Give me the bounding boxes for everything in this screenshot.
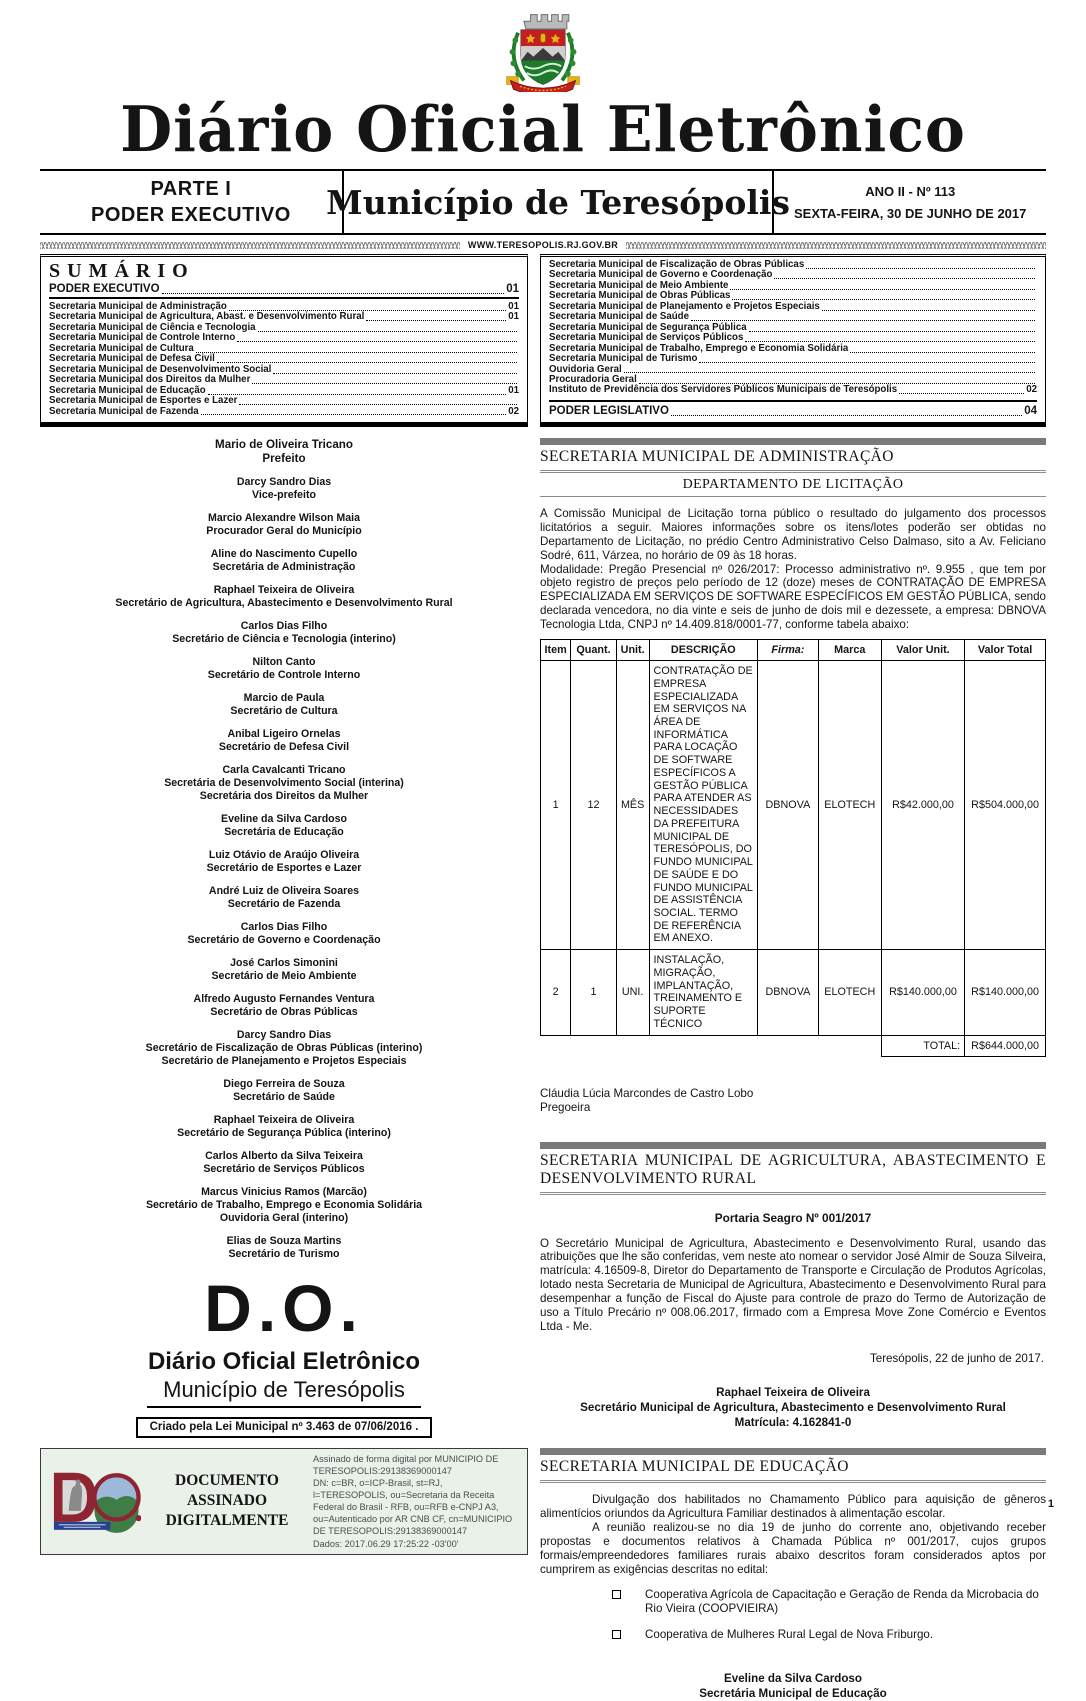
toc-item: Secretaria Municipal de Governo e Coordenação <box>549 270 1037 280</box>
col-descricao: DESCRIÇÃO <box>649 640 758 661</box>
signoff-role: Pregoeira <box>540 1101 591 1115</box>
signature-detail-line: Assinado de forma digital por MUNICIPIO DE TERESOPOLIS:29138369000147 <box>313 1453 499 1476</box>
official-role: Secretário de Governo e Coordenação <box>187 933 381 946</box>
toc-item: Secretaria Municipal de Educação 01 <box>49 384 519 396</box>
toc-list-left <box>49 302 519 418</box>
official-role: Prefeito <box>262 451 306 465</box>
do-title: Diário Oficial Eletrônico <box>147 1347 421 1375</box>
official-role: Secretária de Educação <box>224 825 344 838</box>
main-content <box>40 438 1046 1701</box>
official-name: Mario de Oliveira Tricano <box>215 437 353 451</box>
cell-descricao: CONTRATAÇÃO DE EMPRESA ESPECIALIZADA EM SERVIÇOS NA ÁREA DE INFORMÁTICA PARA LOCAÇÃO DE SOFTWARE ESPECÍFICOS A GESTÃO PÚBLICA PARA ATENDER AS NECESSIDADES DA PREFEITURA MUNICIPAL DE TERESÓPOLIS, DO FUNDO MUNICIPAL DE SAÚDE E DO FUNDO MUNICIPAL DE ASSISTÊNCIA SOCIAL. TERMO DE REFERÊNCIA EM ANEXO. <box>649 661 758 950</box>
toc-item: Secretaria Municipal de Desenvolvimento Social <box>49 365 519 375</box>
official-name: Marcio de Paula <box>243 691 325 704</box>
official-role: Secretário de Saúde <box>233 1090 335 1103</box>
official-role: Secretária de Desenvolvimento Social (interina) <box>164 776 404 789</box>
official-name: Carlos Dias Filho <box>240 619 328 632</box>
official-entry <box>40 656 528 682</box>
official-entry <box>40 1078 528 1104</box>
official-entry <box>40 764 528 803</box>
date-label: SEXTA-FEIRA, 30 DE JUNHO DE 2017 <box>793 205 1027 221</box>
official-role: Secretário de Ciência e Tecnologia (interino) <box>172 632 396 645</box>
official-entry <box>40 993 528 1019</box>
do-abbreviation: D.O. <box>204 1270 364 1345</box>
admin-signoff <box>540 1087 1046 1116</box>
section-bar <box>540 438 1046 445</box>
cell-quant: 12 <box>571 661 616 950</box>
website-url: WWW.TERESOPOLIS.RJ.GOV.BR <box>467 240 619 250</box>
official-entry <box>40 1114 528 1140</box>
official-entry <box>40 438 528 466</box>
coat-of-arms-icon <box>495 6 591 92</box>
url-band <box>40 240 1046 250</box>
official-name: André Luiz de Oliveira Soares <box>208 884 360 897</box>
edition-label: ANO II - Nº 113 <box>865 183 956 199</box>
cell-item: 1 <box>541 661 571 950</box>
toc-item: Secretaria Municipal de Planejamento e Projetos Especiais <box>549 302 1037 312</box>
official-role: Secretário de Agricultura, Abastecimento e Desenvolvimento Rural <box>115 596 453 609</box>
toc-item: Ouvidoria Geral <box>549 365 1037 375</box>
summary-row <box>40 254 1046 427</box>
summary-box-left <box>40 254 528 427</box>
official-entry <box>40 1235 528 1261</box>
summary-title: SUMÁRIO <box>49 260 195 282</box>
official-name: Carlos Dias Filho <box>240 920 328 933</box>
do-footer-block <box>40 1270 528 1555</box>
checkbox-icon <box>612 1590 621 1599</box>
official-role: Procurador Geral do Município <box>206 524 362 537</box>
official-entry <box>40 728 528 754</box>
chain-decoration <box>40 242 460 249</box>
toc-item: Secretaria Municipal de Fazenda 02 <box>49 405 519 417</box>
toc-item: Secretaria Municipal de Cultura <box>49 344 519 354</box>
official-name: Aline do Nascimento Cupello <box>210 547 358 560</box>
col-valor-total: Valor Total <box>965 640 1046 661</box>
official-name: Carla Cavalcanti Tricano <box>222 763 346 776</box>
official-role: Secretário de Segurança Pública (interino) <box>177 1126 391 1139</box>
official-name: Anibal Ligeiro Ornelas <box>227 727 341 740</box>
table-total-row <box>541 1035 1046 1056</box>
education-paragraph-1: Divulgação dos habilitados no Chamamento Público para aquisição de gêneros alimentícios oriundos da Agricultura Familiar destinados à alimentação escolar. <box>540 1493 1046 1521</box>
official-role-2: Secretário de Planejamento e Projetos Especiais <box>161 1054 407 1067</box>
toc-item: Secretaria Municipal de Serviços Públicos <box>549 333 1037 343</box>
edition-block <box>774 171 1046 233</box>
publication-title: Diário Oficial Eletrônico <box>120 93 966 167</box>
official-name: Raphael Teixeira de Oliveira <box>213 1113 355 1126</box>
table-row <box>541 950 1046 1035</box>
col-marca: Marca <box>818 640 881 661</box>
signature-name: Raphael Teixeira de Oliveira <box>716 1385 870 1399</box>
cell-unit: MÊS <box>616 661 649 950</box>
official-entry <box>40 692 528 718</box>
cell-marca: ELOTECH <box>818 950 881 1035</box>
toc-item: Secretaria Municipal de Meio Ambiente <box>549 281 1037 291</box>
official-name: Diego Ferreira de Souza <box>223 1077 345 1090</box>
toc-item: Procuradoria Geral <box>549 375 1037 385</box>
official-role: Secretário de Defesa Civil <box>218 740 350 753</box>
bullet-item: Cooperativa de Mulheres Rural Legal de Nova Friburgo. <box>612 1628 1046 1642</box>
education-signature <box>540 1671 1046 1701</box>
left-column <box>40 438 528 1701</box>
toc-item: Secretaria Municipal de Agricultura, Abast. e Desenvolvimento Rural 01 <box>49 311 519 323</box>
portaria-title: Portaria Seagro Nº 001/2017 <box>714 1210 872 1225</box>
col-item: Item <box>541 640 571 661</box>
total-label: TOTAL: <box>881 1035 964 1056</box>
toc-item: Secretaria Municipal de Obras Públicas <box>549 291 1037 301</box>
checkbox-icon <box>612 1630 621 1639</box>
official-role: Secretário de Obras Públicas <box>210 1005 358 1018</box>
official-name: Elias de Souza Martins <box>226 1234 342 1247</box>
official-entry <box>40 584 528 610</box>
official-role-2: Secretária dos Direitos da Mulher <box>199 789 369 802</box>
toc-item: Instituto de Previdência dos Servidores Públicos Municipais de Teresópolis 02 <box>549 384 1037 396</box>
official-entry <box>40 548 528 574</box>
toc-legislative: PODER LEGISLATIVO 04 <box>549 400 1037 418</box>
col-valor-unit: Valor Unit. <box>881 640 964 661</box>
signature-matricula: Matrícula: 4.162841-0 <box>734 1416 852 1430</box>
coat-of-arms <box>40 6 1046 97</box>
official-name: Nilton Canto <box>252 655 316 668</box>
toc-item: Secretaria Municipal de Turismo <box>549 354 1037 364</box>
official-entry <box>40 1029 528 1068</box>
dateline: Teresópolis, 22 de junho de 2017. <box>869 1351 1044 1365</box>
toc-list-right <box>549 260 1037 396</box>
header-band <box>40 169 1046 235</box>
officials-list <box>40 438 528 1261</box>
official-name: Carlos Alberto da Silva Teixeira <box>205 1149 363 1162</box>
section-title-agricultura: SECRETARIA MUNICIPAL DE AGRICULTURA, ABASTECIMENTO E DESENVOLVIMENTO RURAL <box>540 1149 1046 1195</box>
cell-valor-total: R$140.000,00 <box>965 950 1046 1035</box>
cell-valor-total: R$504.000,00 <box>965 661 1046 950</box>
part-block <box>40 171 342 233</box>
toc-item: Secretaria Municipal de Segurança Pública <box>549 323 1037 333</box>
table-row <box>541 661 1046 950</box>
official-name: Marcus Vinicius Ramos (Marcão) <box>201 1185 367 1198</box>
cell-quant: 1 <box>571 950 616 1035</box>
part-label: PARTE I <box>150 178 232 200</box>
signature-role: Secretária Municipal de Educação <box>699 1687 887 1701</box>
official-role: Secretário de Trabalho, Emprego e Economia Solidária <box>145 1198 423 1211</box>
section-bar <box>540 1142 1046 1149</box>
official-role: Vice-prefeito <box>252 488 316 501</box>
signoff-name: Cláudia Lúcia Marcondes de Castro Lobo <box>540 1086 754 1100</box>
branch-label: PODER EXECUTIVO <box>91 204 291 226</box>
chain-decoration <box>626 242 1046 249</box>
cell-valor-unit: R$42.000,00 <box>881 661 964 950</box>
col-firma: Firma: <box>758 640 819 661</box>
official-entry <box>40 885 528 911</box>
col-unit: Unit. <box>616 640 649 661</box>
official-role: Secretário de Turismo <box>228 1247 340 1260</box>
cell-item: 2 <box>541 950 571 1035</box>
cell-firma: DBNOVA <box>758 950 819 1035</box>
do-logo-seal-icon <box>49 1469 141 1533</box>
cell-marca: ELOTECH <box>818 661 881 950</box>
official-name: Eveline da Silva Cardoso <box>221 812 347 825</box>
cell-valor-unit: R$140.000,00 <box>881 950 964 1035</box>
official-name: Marcio Alexandre Wilson Maia <box>208 511 360 524</box>
official-entry <box>40 957 528 983</box>
summary-box-right <box>540 254 1046 427</box>
licitation-table <box>540 639 1046 1057</box>
official-name: Darcy Sandro Dias <box>236 475 332 488</box>
do-municipality: Município de Teresópolis <box>147 1377 421 1408</box>
signature-detail-line: DN: c=BR, o=ICP-Brasil, st=RJ, l=TERESOPOLIS, ou=Secretaria da Receita Federal do Brasil - RFB, ou=RFB e-CNPJ A3, ou=Autenticado por AR CNB CF, cn=MUNICIPIO DE TERESOPOLIS:29138369000147 <box>313 1477 513 1537</box>
toc-item: Secretaria Municipal de Esportes e Lazer <box>49 396 519 406</box>
toc-item: Secretaria Municipal de Controle Interno <box>49 333 519 343</box>
page-number: 1 <box>1047 1498 1054 1510</box>
official-role: Secretário de Cultura <box>230 704 338 717</box>
official-entry <box>40 813 528 839</box>
official-entry <box>40 512 528 538</box>
total-value: R$644.000,00 <box>965 1035 1046 1056</box>
toc-item: Secretaria Municipal de Saúde <box>549 312 1037 322</box>
official-entry <box>40 1150 528 1176</box>
official-name: Alfredo Augusto Fernandes Ventura <box>193 992 375 1005</box>
official-entry <box>40 921 528 947</box>
toc-item: Secretaria Municipal de Trabalho, Emprego e Economia Solidária <box>549 344 1037 354</box>
law-box: Criado pela Lei Municipal nº 3.463 de 07/06/2016 . <box>136 1417 433 1438</box>
official-role: Secretário de Serviços Públicos <box>203 1162 365 1175</box>
official-role: Secretário de Fiscalização de Obras Públicas (interino) <box>145 1041 423 1054</box>
section-title-educacao: SECRETARIA MUNICIPAL DE EDUCAÇÃO <box>540 1455 1046 1483</box>
signature-details <box>313 1453 519 1550</box>
admin-paragraph-1: A Comissão Municipal de Licitação torna público o resultado do julgamento dos processos licitatórios a seguir. Maiores informações sobre os itens/lotes poderão ser obtidas no Departamento de Licitação, no prédio Centro Administrativo Celso Dalmaso, sito a Av. Feliciano Sodré, 611, Várzea, no horário de 09 às 18 horas. <box>540 506 1046 562</box>
toc-item: Secretaria Municipal de Defesa Civil <box>49 354 519 364</box>
official-entry <box>40 1186 528 1225</box>
toc-item: Secretaria Municipal de Fiscalização de Obras Públicas <box>549 260 1037 270</box>
table-header-row <box>541 640 1046 661</box>
official-role-2: Ouvidoria Geral (interino) <box>219 1211 349 1224</box>
official-name: José Carlos Simonini <box>230 956 338 969</box>
official-entry <box>40 476 528 502</box>
official-role: Secretário de Controle Interno <box>207 668 361 681</box>
toc-item: Secretaria Municipal de Administração 01 <box>49 301 519 312</box>
education-paragraph-2: A reunião realizou-se no dia 19 de junho do corrente ano, objetivando receber propostas e documentos relativos à Chamada Pública nº 001/2017, cujos grupos formais/empreendedores familiares rurais abaixo descritos foram considerados aptos por cumprirem as exigências descritas no edital: <box>540 1520 1046 1576</box>
cell-unit: UNI. <box>616 950 649 1035</box>
official-role: Secretário de Fazenda <box>227 897 341 910</box>
agriculture-body: O Secretário Municipal de Agricultura, Abastecimento e Desenvolvimento Rural, usando das atribuições que lhe são conferidas, vem neste ato nomear o servidor José Almir de Souza Silveira, matrícula: 4.16509-8, Diretor do Departamento de Transporte e Circulação de Produtos Agrícolas, lotado nesta Secretaria de Municipal de Agricultura, Abastecimento e Desenvolvimento Rural para desempenhar a função de Fiscal do Ajuste para controle de prazo do Termo de Autorização de uso a Título Precário nº 008.06.2017, firmado com a Empresa Move Zone Comércio e Eventos Ltda - Me. <box>540 1236 1046 1334</box>
cell-firma: DBNOVA <box>758 661 819 950</box>
official-role: Secretário de Meio Ambiente <box>211 969 357 982</box>
official-name: Raphael Teixeira de Oliveira <box>213 583 355 596</box>
signature-role: Secretário Municipal de Agricultura, Abastecimento e Desenvolvimento Rural <box>580 1400 1006 1414</box>
toc-executive: PODER EXECUTIVO 01 <box>49 283 519 299</box>
section-title-administracao: SECRETARIA MUNICIPAL DE ADMINISTRAÇÃO <box>540 445 1046 473</box>
cell-descricao: INSTALAÇÃO, MIGRAÇÃO, IMPLANTAÇÃO, TREINAMENTO E SUPORTE TÉCNICO <box>649 950 758 1035</box>
section-bar <box>540 1448 1046 1455</box>
dept-title-licitacao: DEPARTAMENTO DE LICITAÇÃO <box>540 473 1046 497</box>
col-quant: Quant. <box>571 640 616 661</box>
right-column <box>540 438 1046 1701</box>
municipality-title: Município de Teresópolis <box>342 171 775 233</box>
bullet-item: Cooperativa Agrícola de Capacitação e Geração de Renda da Microbacia do Rio Vieira (COOPVIEIRA) <box>612 1588 1046 1617</box>
signed-digitally-label: DOCUMENTO ASSINADO DIGITALMENTE <box>165 1471 289 1530</box>
official-name: Darcy Sandro Dias <box>236 1028 332 1041</box>
toc-item: Secretaria Municipal dos Direitos da Mulher <box>49 375 519 385</box>
official-role: Secretária de Administração <box>212 560 356 573</box>
official-entry <box>40 620 528 646</box>
official-role: Secretário de Esportes e Lazer <box>206 861 362 874</box>
admin-paragraph-2: Modalidade: Pregão Presencial nº 026/2017: Processo administrativo nº. 9.955 , que tem por objeto registro de preços pelo período de 12 (doze) meses de CONTRATAÇÃO DE EMPRESA ESPECIALIZADA EM SERVIÇOS DE SOFTWARE ESPECÍFICOS EM GESTÃO PÚBLICA, sendo declarada vencedora, no dia vinte e seis de junho de dois mil e dezessete, a empresa: DBNOVA Tecnologia Ltda, CNPJ nº 14.409.818/0001-77, conforme tabela abaixo: <box>540 562 1046 632</box>
digital-signature-strip <box>40 1448 528 1555</box>
signature-detail-line: Dados: 2017.06.29 17:25:22 -03'00' <box>313 1538 459 1549</box>
agriculture-signature <box>540 1385 1046 1430</box>
official-name: Luiz Otávio de Araújo Oliveira <box>208 848 360 861</box>
signature-name: Eveline da Silva Cardoso <box>724 1672 862 1685</box>
toc-item: Secretaria Municipal de Ciência e Tecnologia <box>49 323 519 333</box>
official-entry <box>40 849 528 875</box>
